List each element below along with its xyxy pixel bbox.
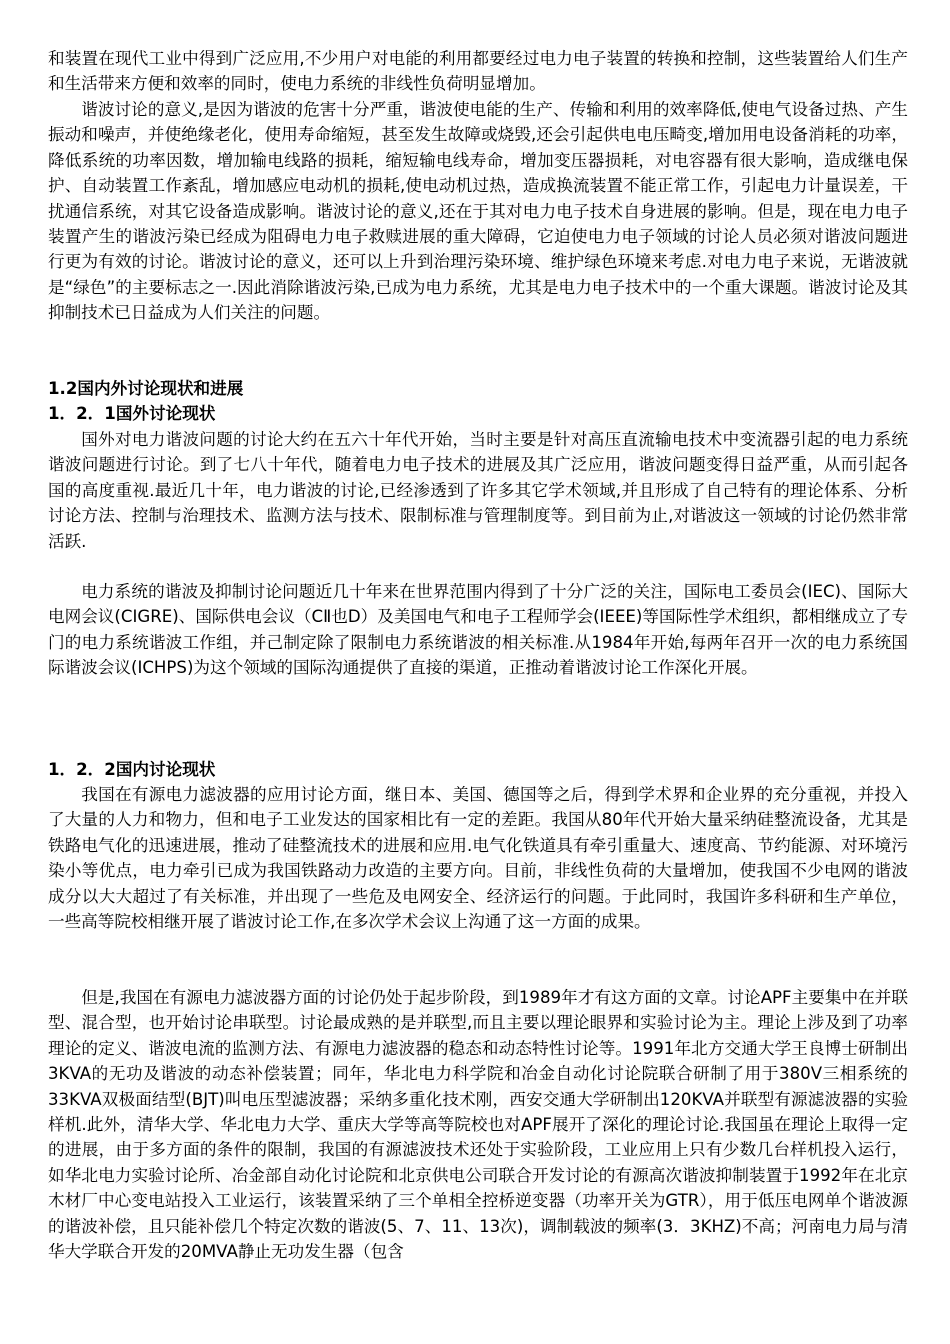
significance-paragraph: 谐波讨论的意义,是因为谐波的危害十分严重，谐波使电能的生产、传输和利用的效率降低,使电气设备过热、产生振动和噪声，并使绝缘老化，使用寿命缩短，甚至发生故障或烧毁,还会引起供电电压畸变,增加用电设备消耗的功率，降低系统的功率因数，增加输电线路的损耗，缩短输电线寿命，增加变压器损耗，对电容器有很大影响，造成继电保护、自动装置工作紊乱，增加感应电动机的损耗,使电动机过热，造成换流装置不能正常工作，引起电力计量误差，干扰通信系统，对其它设备造成影响。谐波讨论的意义,还在于其对电力电子技术自身进展的影响。但是，现在电力电子装置产生的谐波污染已经成为阻碍电力电子救赎进展的重大障碍，它迫使电力电子领域的讨论人员必须对谐波问题进行更为有效的讨论。谐波讨论的意义，还可以上升到治理污染环境、维护绿色环境来考虑.对电力电子来说，无谐波就是“绿色”的主要标志之一.因此消除谐波污染,已成为电力系统，尤其是电力电子技术中的一个重大课题。谐波讨论及其抑制技术已日益成为人们关注的问题。 (48, 100, 908, 323)
section-heading-1-2-1: 1．2．1国外讨论现状 (48, 404, 216, 423)
foreign-research-paragraph: 国外对电力谐波问题的讨论大约在五六十年代开始，当时主要是针对高压直流输电技术中变流器引起的电力系统谐波问题进行讨论。到了七八十年代，随着电力电子技术的进展及其广泛应用，谐波问题变得日益严重，从而引起各国的高度重视.最近几十年，电力谐波的讨论,已经渗透到了许多其它学术领域,并且形成了自己特有的理论体系、分析讨论方法、控制与治理技术、监测方法与技术、限制标准与管理制度等。到目前为止,对谐波这一领域的讨论仍然非常活跃. (48, 430, 908, 551)
continuation-paragraph: 和装置在现代工业中得到广泛应用,不少用户对电能的利用都要经过电力电子装置的转换和控制，这些装置给人们生产和生活带来方便和效率的同时，使电力系统的非线性负荷明显增加。 (48, 49, 908, 94)
domestic-research-paragraph: 我国在有源电力滤波器的应用讨论方面，继日本、美国、德国等之后，得到学术界和企业界的充分重视，并投入了大量的人力和物力，但和电子工业发达的国家相比有一定的差距。我国从80年代开始大量采纳硅整流设备，尤其是铁路电气化的迅速进展，推动了硅整流技术的进展和应用.电气化铁道具有牵引重量大、速度高、节约能源、对环境污染小等优点，电力牵引已成为我国铁路动力改造的主要方向。目前，非线性负荷的大量增加，使我国不少电网的谐波成分以大大超过了有关标准，并出现了一些危及电网安全、经济运行的问题。于此同时，我国许多科研和生产单位，一些高等院校相继开展了谐波讨论工作,在多次学术会议上沟通了这一方面的成果。 (48, 785, 908, 932)
international-organizations-paragraph: 电力系统的谐波及抑制讨论问题近几十年来在世界范围内得到了十分广泛的关注，国际电工委员会(IEC)、国际大电网会议(CIGRE)、国际供电会议（CⅡ也D）及美国电气和电子工程师学会(IEEE)等国际性学术组织，都相继成立了专门的电力系统谐波工作组，并己制定除了限制电力系统谐波的相关标准.从1984年开始,每两年召开一次的电力系统国际谐波会议(ICHPS)为这个领域的国际沟通提供了直接的渠道，正推动着谐波讨论工作深化开展。 (48, 582, 908, 678)
section-heading-1-2-2: 1．2．2国内讨论现状 (48, 760, 216, 779)
section-heading-1-2: 1.2国内外讨论现状和进展 (48, 379, 244, 398)
apf-research-paragraph: 但是,我国在有源电力滤波器方面的讨论仍处于起步阶段，到1989年才有这方面的文章。讨论APF主要集中在并联型、混合型，也开始讨论串联型。讨论最成熟的是并联型,而且主要以理论眼界和实验讨论为主。理论上涉及到了功率理论的定义、谐波电流的监测方法、有源电力滤波器的稳态和动态特性讨论等。1991年北方交通大学王良博士研制出3KVA的无功及谐波的动态补偿装置；同年，华北电力科学院和冶金自动化讨论院联合研制了用于380V三相系统的33KVA双极面结型(BJT)叫电压型滤波器；采纳多重化技术刚，西安交通大学研制出120KVA并联型有源滤波器的实验样机.此外，清华大学、华北电力大学、重庆大学等高等院校也对APF展开了深化的理论讨论.我国虽在理论上取得一定的进展，由于多方面的条件的限制，我国的有源滤波技术还处于实验阶段，工业应用上只有少数几台样机投入运行，如华北电力实验讨论所、冶金部自动化讨论院和北京供电公司联合开发讨论的有源高次谐波抑制装置于1992年在北京木材厂中心变电站投入工业运行，该装置采纳了三个单相全控桥逆变器（功率开关为GTR），用于低压电网单个谐波源的谐波补偿，且只能补偿几个特定次数的谐波(5、7、11、13次)，调制载波的频率(3．3KHZ)不高；河南电力局与清华大学联合开发的20MVA静止无功发生器（包含 (48, 988, 908, 1262)
